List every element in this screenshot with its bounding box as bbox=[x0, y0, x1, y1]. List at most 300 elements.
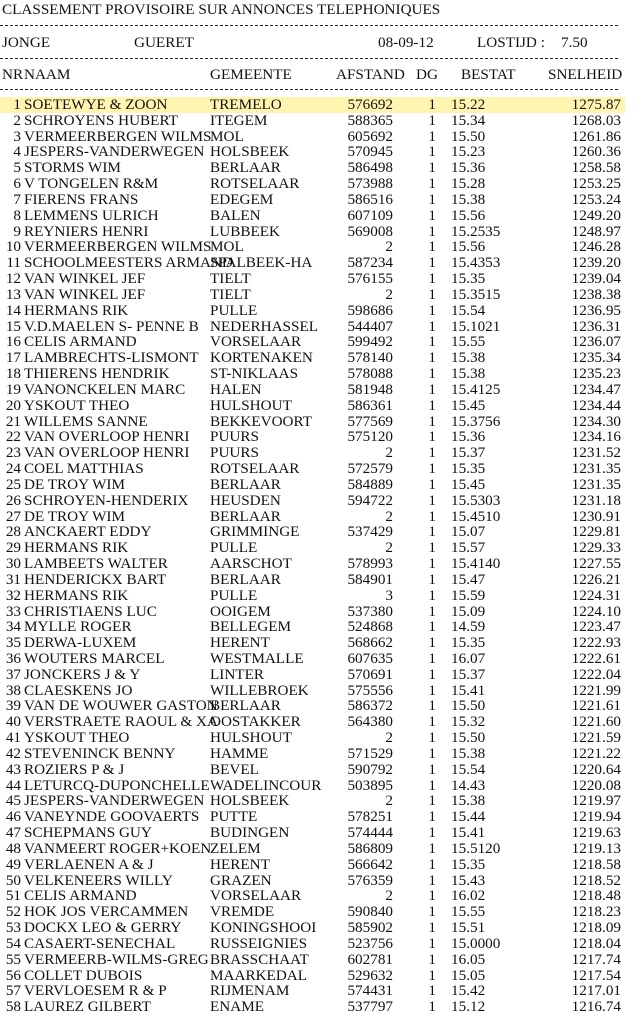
cell-dg: 1 bbox=[428, 697, 436, 715]
cell-afstand: 607109 bbox=[347, 206, 393, 224]
cell-dg: 1 bbox=[428, 127, 436, 145]
cell-afstand: 584889 bbox=[347, 475, 393, 493]
cell-gemeente: BERLAAR bbox=[210, 475, 281, 493]
header-bestat: BESTAT bbox=[461, 66, 516, 83]
cell-afstand: 503895 bbox=[347, 776, 393, 794]
separator-line bbox=[0, 25, 618, 26]
cell-nr: 43 bbox=[5, 760, 21, 778]
table-row bbox=[0, 778, 635, 794]
cell-naam: DE TROY WIM bbox=[24, 507, 125, 525]
cell-snelheid: 1217.74 bbox=[571, 950, 621, 968]
cell-nr: 45 bbox=[5, 792, 21, 810]
cell-afstand: 2 bbox=[385, 285, 393, 303]
cell-snelheid: 1238.38 bbox=[571, 285, 621, 303]
header-naam: NAAM bbox=[24, 66, 71, 83]
cell-afstand: 578140 bbox=[347, 349, 393, 367]
cell-gemeente: BERLAAR bbox=[210, 697, 281, 715]
cell-gemeente: PUURS bbox=[210, 428, 259, 446]
cell-bestat: 15.38 bbox=[451, 349, 486, 367]
cell-naam: VERVLOESEM R & P bbox=[24, 982, 167, 1000]
table-row bbox=[0, 746, 635, 762]
cell-gemeente: LUBBEEK bbox=[210, 222, 281, 240]
cell-gemeente: BUDINGEN bbox=[210, 824, 290, 842]
cell-bestat: 15.36 bbox=[451, 428, 486, 446]
cell-naam: HERMANS RIK bbox=[24, 301, 129, 319]
cell-bestat: 15.22 bbox=[451, 96, 486, 113]
cell-bestat: 15.41 bbox=[451, 824, 486, 842]
cell-bestat: 15.43 bbox=[451, 871, 486, 889]
cell-afstand: 605692 bbox=[347, 127, 393, 145]
cell-afstand: 586498 bbox=[347, 159, 393, 177]
cell-nr: 44 bbox=[5, 776, 21, 794]
cell-nr: 55 bbox=[5, 950, 21, 968]
cell-afstand: 568662 bbox=[347, 634, 393, 652]
table-row bbox=[0, 667, 635, 683]
cell-gemeente: OOSTAKKER bbox=[210, 713, 301, 731]
cell-naam: ANCKAERT EDDY bbox=[24, 523, 152, 541]
table-row bbox=[0, 936, 635, 952]
cell-snelheid: 1231.52 bbox=[571, 444, 621, 462]
table-row bbox=[0, 683, 635, 699]
cell-naam: VERSTRAETE RAOUL & XA bbox=[24, 713, 218, 731]
cell-afstand: 576359 bbox=[347, 871, 393, 889]
table-row bbox=[0, 461, 635, 477]
table-row bbox=[0, 968, 635, 984]
cell-dg: 1 bbox=[428, 206, 436, 224]
cell-afstand: 544407 bbox=[347, 317, 393, 335]
cell-nr: 24 bbox=[5, 460, 21, 478]
table-row bbox=[0, 762, 635, 778]
cell-gemeente: KORTENAKEN bbox=[210, 349, 313, 367]
cell-nr: 4 bbox=[13, 143, 21, 161]
cell-snelheid: 1223.47 bbox=[571, 618, 621, 636]
cell-snelheid: 1275.87 bbox=[571, 96, 621, 113]
cell-snelheid: 1234.16 bbox=[571, 428, 621, 446]
cell-snelheid: 1222.04 bbox=[571, 665, 621, 683]
cell-snelheid: 1258.58 bbox=[571, 159, 621, 177]
cell-nr: 41 bbox=[5, 729, 21, 747]
cell-snelheid: 1219.94 bbox=[571, 808, 621, 826]
table-row bbox=[0, 873, 635, 889]
cell-dg: 1 bbox=[428, 649, 436, 667]
cell-bestat: 15.45 bbox=[451, 475, 486, 493]
cell-gemeente: NEDERHASSEL bbox=[210, 317, 319, 335]
cell-naam: LAMBRECHTS-LISMONT bbox=[24, 349, 199, 367]
cell-dg: 1 bbox=[428, 507, 436, 525]
cell-afstand: 570945 bbox=[347, 143, 393, 161]
cell-bestat: 15.28 bbox=[451, 175, 486, 193]
cell-dg: 1 bbox=[428, 839, 436, 857]
cell-snelheid: 1217.54 bbox=[571, 966, 621, 984]
cell-dg: 1 bbox=[428, 887, 436, 905]
cell-afstand: 584901 bbox=[347, 570, 393, 588]
cell-dg: 1 bbox=[428, 950, 436, 968]
cell-dg: 1 bbox=[428, 903, 436, 921]
cell-dg: 1 bbox=[428, 634, 436, 652]
cell-bestat: 15.2535 bbox=[451, 222, 501, 240]
cell-naam: JESPERS-VANDERWEGEN bbox=[24, 143, 205, 161]
cell-gemeente: BRASSCHAAT bbox=[210, 950, 309, 968]
cell-nr: 47 bbox=[5, 824, 21, 842]
cell-nr: 3 bbox=[13, 127, 21, 145]
cell-snelheid: 1230.91 bbox=[571, 507, 621, 525]
cell-snelheid: 1224.31 bbox=[571, 586, 621, 604]
table-row bbox=[0, 382, 635, 398]
cell-bestat: 15.1021 bbox=[451, 317, 501, 335]
cell-gemeente: OOIGEM bbox=[210, 602, 271, 620]
cell-naam: CHRISTIAENS LUC bbox=[24, 602, 157, 620]
table-row bbox=[0, 224, 635, 240]
cell-naam: HOK JOS VERCAMMEN bbox=[24, 903, 189, 921]
cell-snelheid: 1235.34 bbox=[571, 349, 621, 367]
cell-nr: 1 bbox=[13, 96, 21, 113]
cell-snelheid: 1226.21 bbox=[571, 570, 621, 588]
cell-nr: 30 bbox=[5, 555, 21, 573]
race-info bbox=[0, 35, 635, 51]
table-row bbox=[0, 651, 635, 667]
cell-dg: 1 bbox=[428, 618, 436, 636]
cell-snelheid: 1218.09 bbox=[571, 919, 621, 937]
cell-bestat: 15.35 bbox=[451, 634, 486, 652]
cell-gemeente: PULLE bbox=[210, 586, 258, 604]
cell-nr: 57 bbox=[5, 982, 21, 1000]
cell-dg: 1 bbox=[428, 111, 436, 129]
table-row bbox=[0, 287, 635, 303]
cell-dg: 1 bbox=[428, 555, 436, 573]
cell-gemeente: HULSHOUT bbox=[210, 396, 292, 414]
cell-gemeente: BEKKEVOORT bbox=[210, 412, 313, 430]
cell-dg: 1 bbox=[428, 539, 436, 557]
cell-afstand: 587234 bbox=[347, 254, 393, 272]
cell-nr: 37 bbox=[5, 665, 21, 683]
cell-naam: HERMANS RIK bbox=[24, 539, 129, 557]
cell-nr: 6 bbox=[13, 175, 21, 193]
cell-snelheid: 1222.93 bbox=[571, 634, 621, 652]
cell-nr: 11 bbox=[6, 254, 21, 272]
table-row bbox=[0, 904, 635, 920]
cell-afstand: 2 bbox=[385, 729, 393, 747]
report-title: CLASSEMENT PROVISOIRE SUR ANNONCES TELEPHONIQUES bbox=[2, 1, 441, 18]
cell-naam: VERLAENEN A & J bbox=[24, 855, 154, 873]
cell-dg: 1 bbox=[428, 934, 436, 952]
cell-naam: SOETEWYE & ZOON bbox=[24, 96, 168, 113]
cell-bestat: 15.05 bbox=[451, 966, 486, 984]
cell-nr: 54 bbox=[5, 934, 21, 952]
table-row bbox=[0, 920, 635, 936]
cell-gemeente: MOL bbox=[210, 127, 244, 145]
table-row bbox=[0, 113, 635, 129]
cell-afstand: 586516 bbox=[347, 190, 393, 208]
cell-snelheid: 1218.52 bbox=[571, 871, 621, 889]
cell-afstand: 3 bbox=[385, 586, 393, 604]
cell-naam: YSKOUT THEO bbox=[24, 396, 130, 414]
cell-gemeente: AARSCHOT bbox=[210, 555, 292, 573]
cell-afstand: 598686 bbox=[347, 301, 393, 319]
cell-dg: 1 bbox=[428, 760, 436, 778]
cell-snelheid: 1219.97 bbox=[571, 792, 621, 810]
table-row bbox=[0, 350, 635, 366]
cell-afstand: 574444 bbox=[347, 824, 393, 842]
cell-naam: VELKENEERS WILLY bbox=[24, 871, 173, 889]
cell-snelheid: 1246.28 bbox=[571, 238, 621, 256]
cell-nr: 18 bbox=[5, 365, 21, 383]
table-row bbox=[0, 239, 635, 255]
table-row bbox=[0, 445, 635, 461]
cell-dg: 1 bbox=[428, 744, 436, 762]
cell-snelheid: 1268.03 bbox=[571, 111, 621, 129]
column-headers bbox=[0, 67, 635, 83]
cell-snelheid: 1221.60 bbox=[571, 713, 621, 731]
cell-bestat: 15.5303 bbox=[451, 491, 501, 509]
cell-bestat: 15.3515 bbox=[451, 285, 501, 303]
cell-afstand: 573988 bbox=[347, 175, 393, 193]
cell-gemeente: GRAZEN bbox=[210, 871, 272, 889]
cell-dg: 1 bbox=[428, 570, 436, 588]
cell-gemeente: RIJMENAM bbox=[210, 982, 290, 1000]
cell-nr: 23 bbox=[5, 444, 21, 462]
cell-naam: VERMEERBERGEN WILMS bbox=[24, 238, 212, 256]
cell-naam: VAN OVERLOOP HENRI bbox=[24, 444, 190, 462]
cell-nr: 32 bbox=[5, 586, 21, 604]
table-row bbox=[0, 635, 635, 651]
cell-gemeente: SPALBEEK-HA bbox=[210, 254, 313, 272]
cell-nr: 27 bbox=[5, 507, 21, 525]
release-time: 7.50 bbox=[561, 34, 588, 51]
cell-afstand: 586372 bbox=[347, 697, 393, 715]
header-afstand: AFSTAND bbox=[336, 66, 405, 83]
cell-naam: VANEYNDE GOOVAERTS bbox=[24, 808, 200, 826]
cell-snelheid: 1236.95 bbox=[571, 301, 621, 319]
cell-bestat: 15.55 bbox=[451, 903, 486, 921]
table-row bbox=[0, 572, 635, 588]
cell-dg: 1 bbox=[428, 460, 436, 478]
cell-snelheid: 1239.04 bbox=[571, 270, 621, 288]
cell-gemeente: EDEGEM bbox=[210, 190, 274, 208]
cell-dg: 1 bbox=[428, 475, 436, 493]
cell-afstand: 590840 bbox=[347, 903, 393, 921]
cell-gemeente: HERENT bbox=[210, 855, 270, 873]
cell-naam: SCHEPMANS GUY bbox=[24, 824, 152, 842]
table-row bbox=[0, 999, 635, 1015]
cell-naam: REYNIERS HENRI bbox=[24, 222, 149, 240]
cell-snelheid: 1260.36 bbox=[571, 143, 621, 161]
cell-nr: 36 bbox=[5, 649, 21, 667]
table-row bbox=[0, 97, 625, 113]
cell-snelheid: 1222.61 bbox=[571, 649, 621, 667]
cell-snelheid: 1218.58 bbox=[571, 855, 621, 873]
cell-naam: LAUREZ GILBERT bbox=[24, 998, 151, 1016]
table-row bbox=[0, 398, 635, 414]
cell-afstand: 569008 bbox=[347, 222, 393, 240]
cell-afstand: 537797 bbox=[347, 998, 393, 1016]
cell-dg: 1 bbox=[428, 143, 436, 161]
cell-bestat: 15.37 bbox=[451, 665, 486, 683]
cell-naam: STEVENINCK BENNY bbox=[24, 744, 176, 762]
cell-dg: 1 bbox=[428, 776, 436, 794]
cell-dg: 1 bbox=[428, 665, 436, 683]
cell-naam: V TONGELEN R&M bbox=[24, 175, 159, 193]
cell-bestat: 15.55 bbox=[451, 333, 486, 351]
cell-bestat: 15.44 bbox=[451, 808, 486, 826]
cell-snelheid: 1229.81 bbox=[571, 523, 621, 541]
table-row bbox=[0, 540, 635, 556]
cell-dg: 1 bbox=[428, 254, 436, 272]
cell-nr: 42 bbox=[5, 744, 21, 762]
cell-bestat: 15.4510 bbox=[451, 507, 501, 525]
cell-naam: ROZIERS P & J bbox=[24, 760, 125, 778]
cell-naam: VANMEERT ROGER+KOEN bbox=[24, 839, 212, 857]
cell-afstand: 2 bbox=[385, 539, 393, 557]
cell-gemeente: RUSSEIGNIES bbox=[210, 934, 308, 952]
cell-snelheid: 1216.74 bbox=[571, 998, 621, 1016]
cell-nr: 26 bbox=[5, 491, 21, 509]
cell-gemeente: HAMME bbox=[210, 744, 269, 762]
cell-gemeente: VREMDE bbox=[210, 903, 275, 921]
cell-afstand: 576155 bbox=[347, 270, 393, 288]
cell-snelheid: 1235.23 bbox=[571, 365, 621, 383]
cell-afstand: 2 bbox=[385, 507, 393, 525]
cell-nr: 28 bbox=[5, 523, 21, 541]
cell-gemeente: HEUSDEN bbox=[210, 491, 281, 509]
cell-afstand: 524868 bbox=[347, 618, 393, 636]
cell-snelheid: 1218.48 bbox=[571, 887, 621, 905]
cell-naam: SCHROYENS HUBERT bbox=[24, 111, 178, 129]
cell-afstand: 581948 bbox=[347, 380, 393, 398]
cell-dg: 1 bbox=[428, 966, 436, 984]
cell-naam: CLAESKENS JO bbox=[24, 681, 133, 699]
cell-naam: VAN WINKEL JEF bbox=[24, 270, 146, 288]
cell-afstand: 574431 bbox=[347, 982, 393, 1000]
cell-afstand: 585902 bbox=[347, 919, 393, 937]
cell-gemeente: WILLEBROEK bbox=[210, 681, 309, 699]
cell-dg: 1 bbox=[428, 824, 436, 842]
cell-gemeente: BELLEGEM bbox=[210, 618, 291, 636]
cell-nr: 50 bbox=[5, 871, 21, 889]
cell-bestat: 15.38 bbox=[451, 744, 486, 762]
cell-afstand: 523756 bbox=[347, 934, 393, 952]
table-row bbox=[0, 809, 635, 825]
cell-snelheid: 1236.31 bbox=[571, 317, 621, 335]
cell-gemeente: LINTER bbox=[210, 665, 264, 683]
cell-bestat: 15.35 bbox=[451, 855, 486, 873]
table-row bbox=[0, 477, 635, 493]
cell-dg: 1 bbox=[428, 159, 436, 177]
cell-nr: 19 bbox=[5, 380, 21, 398]
cell-dg: 1 bbox=[428, 396, 436, 414]
cell-dg: 1 bbox=[428, 729, 436, 747]
cell-bestat: 15.32 bbox=[451, 713, 486, 731]
cell-naam: LAMBEETS WALTER bbox=[24, 555, 168, 573]
cell-nr: 29 bbox=[5, 539, 21, 557]
cell-bestat: 15.42 bbox=[451, 982, 486, 1000]
table-row bbox=[0, 192, 635, 208]
cell-nr: 51 bbox=[5, 887, 21, 905]
cell-nr: 13 bbox=[5, 285, 21, 303]
cell-afstand: 578088 bbox=[347, 365, 393, 383]
cell-bestat: 15.56 bbox=[451, 206, 486, 224]
cell-bestat: 15.4353 bbox=[451, 254, 501, 272]
cell-bestat: 15.50 bbox=[451, 697, 486, 715]
cell-dg: 1 bbox=[428, 871, 436, 889]
cell-bestat: 15.51 bbox=[451, 919, 486, 937]
cell-naam: LEMMENS ULRICH bbox=[24, 206, 159, 224]
race-category: JONGE bbox=[2, 34, 51, 51]
separator-line bbox=[0, 58, 618, 59]
table-row bbox=[0, 271, 635, 287]
cell-nr: 14 bbox=[5, 301, 21, 319]
table-row bbox=[0, 129, 635, 145]
cell-naam: CELIS ARMAND bbox=[24, 333, 137, 351]
cell-naam: CASAERT-SENECHAL bbox=[24, 934, 176, 952]
cell-nr: 38 bbox=[5, 681, 21, 699]
cell-afstand: 537380 bbox=[347, 602, 393, 620]
cell-dg: 1 bbox=[428, 808, 436, 826]
cell-nr: 25 bbox=[5, 475, 21, 493]
cell-dg: 1 bbox=[428, 380, 436, 398]
cell-naam: WOUTERS MARCEL bbox=[24, 649, 165, 667]
cell-bestat: 15.3756 bbox=[451, 412, 501, 430]
cell-nr: 33 bbox=[5, 602, 21, 620]
table-row bbox=[0, 983, 635, 999]
cell-nr: 7 bbox=[13, 190, 21, 208]
cell-gemeente: BEVEL bbox=[210, 760, 259, 778]
cell-dg: 1 bbox=[428, 602, 436, 620]
cell-snelheid: 1231.35 bbox=[571, 460, 621, 478]
cell-bestat: 15.57 bbox=[451, 539, 486, 557]
cell-snelheid: 1253.24 bbox=[571, 190, 621, 208]
cell-gemeente: PUTTE bbox=[210, 808, 258, 826]
cell-nr: 58 bbox=[5, 998, 21, 1016]
cell-afstand: 571529 bbox=[347, 744, 393, 762]
cell-afstand: 2 bbox=[385, 887, 393, 905]
cell-nr: 21 bbox=[5, 412, 21, 430]
cell-gemeente: ST-NIKLAAS bbox=[210, 365, 299, 383]
cell-nr: 10 bbox=[5, 238, 21, 256]
cell-snelheid: 1229.33 bbox=[571, 539, 621, 557]
cell-nr: 31 bbox=[5, 570, 21, 588]
cell-dg: 1 bbox=[428, 998, 436, 1016]
cell-afstand: 607635 bbox=[347, 649, 393, 667]
cell-snelheid: 1234.44 bbox=[571, 396, 621, 414]
cell-dg: 1 bbox=[428, 855, 436, 873]
cell-nr: 52 bbox=[5, 903, 21, 921]
cell-dg: 1 bbox=[428, 349, 436, 367]
cell-naam: STORMS WIM bbox=[24, 159, 121, 177]
table-row bbox=[0, 698, 635, 714]
cell-dg: 1 bbox=[428, 412, 436, 430]
table-row bbox=[0, 366, 635, 382]
cell-dg: 1 bbox=[428, 491, 436, 509]
cell-nr: 48 bbox=[5, 839, 21, 857]
cell-gemeente: HOLSBEEK bbox=[210, 143, 290, 161]
cell-afstand: 590792 bbox=[347, 760, 393, 778]
cell-bestat: 15.09 bbox=[451, 602, 486, 620]
cell-naam: VAN WINKEL JEF bbox=[24, 285, 146, 303]
cell-gemeente: KONINGSHOOI bbox=[210, 919, 317, 937]
cell-bestat: 15.45 bbox=[451, 396, 486, 414]
table-row bbox=[0, 319, 635, 335]
cell-afstand: 578251 bbox=[347, 808, 393, 826]
cell-bestat: 15.34 bbox=[451, 111, 486, 129]
cell-gemeente: HULSHOUT bbox=[210, 729, 292, 747]
cell-snelheid: 1217.01 bbox=[571, 982, 621, 1000]
cell-bestat: 14.43 bbox=[451, 776, 486, 794]
cell-afstand: 575556 bbox=[347, 681, 393, 699]
cell-gemeente: HALEN bbox=[210, 380, 262, 398]
cell-dg: 1 bbox=[428, 681, 436, 699]
table-row bbox=[0, 556, 635, 572]
cell-gemeente: BERLAAR bbox=[210, 570, 281, 588]
